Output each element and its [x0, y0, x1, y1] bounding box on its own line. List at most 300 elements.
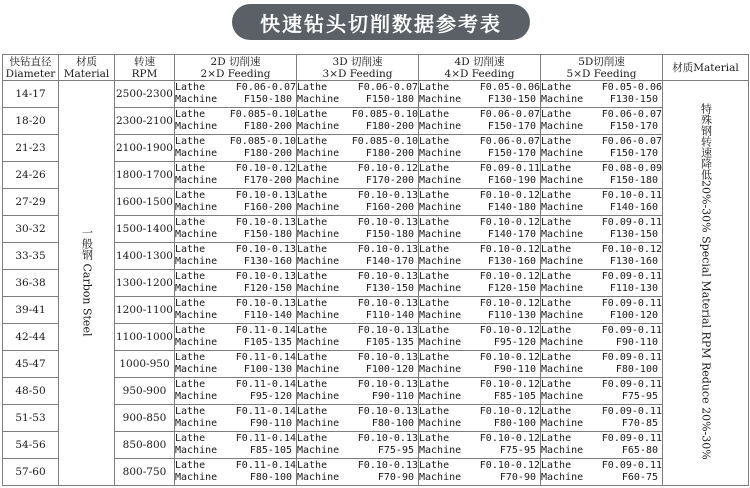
lathe-feed-value: F0.09-0.11 — [601, 270, 662, 282]
lathe-feed-value: F0.085-0.10 — [351, 108, 418, 120]
machine-feed-value: F70-90 — [499, 472, 536, 483]
feed-cell — [419, 324, 541, 351]
lathe-feed-value: F0.10-0.12 — [357, 162, 418, 174]
lathe-feed-value: F0.11-0.14 — [235, 351, 296, 363]
lathe-label: Lathe — [175, 324, 206, 336]
lathe-feed-value: F0.06-0.07 — [601, 108, 662, 120]
machine-feed-value: F160-200 — [365, 202, 414, 213]
lathe-label: Lathe — [541, 81, 572, 93]
lathe-label: Lathe — [541, 162, 572, 174]
machine-label: Machine — [541, 256, 584, 267]
machine-label: Machine — [297, 229, 340, 240]
lathe-feed-value: F0.11-0.14 — [235, 378, 296, 390]
diameter-cell: 27-29 — [3, 189, 59, 216]
lathe-label: Lathe — [419, 243, 450, 255]
machine-feed-value: F160-200 — [243, 202, 292, 213]
header-feed-3d: 3D 切削速 3×D Feeding — [297, 55, 419, 81]
material-cell — [59, 81, 115, 486]
lathe-feed-value: F0.10-0.13 — [357, 432, 418, 444]
material-label: 一般钢 Carbon Steel — [80, 226, 94, 337]
feed-cell — [541, 270, 663, 297]
lathe-label: Lathe — [297, 108, 328, 120]
lathe-feed-value: F0.06-0.07 — [357, 81, 418, 93]
machine-label: Machine — [419, 337, 462, 348]
feed-cell — [175, 324, 297, 351]
lathe-label: Lathe — [175, 405, 206, 417]
machine-feed-value: F75-95 — [621, 391, 658, 402]
machine-label: Machine — [541, 121, 584, 132]
lathe-feed-value: F0.10-0.13 — [235, 270, 296, 282]
machine-feed-value: F130-160 — [243, 256, 292, 267]
machine-feed-value: F150-170 — [609, 121, 658, 132]
feed-cell — [541, 81, 663, 108]
machine-feed-value: F140-180 — [487, 202, 536, 213]
lathe-feed-value: F0.10-0.12 — [479, 324, 540, 336]
lathe-label: Lathe — [541, 135, 572, 147]
machine-label: Machine — [175, 310, 218, 321]
machine-label: Machine — [297, 202, 340, 213]
machine-feed-value: F130-160 — [487, 256, 536, 267]
table-row — [3, 108, 749, 135]
lathe-feed-value: F0.085-0.10 — [351, 135, 418, 147]
lathe-label: Lathe — [419, 297, 450, 309]
lathe-label: Lathe — [297, 216, 328, 228]
table-row — [3, 297, 749, 324]
rpm-cell: 1500-1400 — [115, 216, 175, 243]
machine-label: Machine — [541, 148, 584, 159]
table-row — [3, 405, 749, 432]
lathe-feed-value: F0.11-0.14 — [235, 459, 296, 471]
header-feed-2d: 2D 切削速 2×D Feeding — [175, 55, 297, 81]
machine-label: Machine — [541, 310, 584, 321]
machine-feed-value: F150-180 — [365, 94, 414, 105]
machine-feed-value: F90-110 — [371, 391, 414, 402]
rpm-cell: 2100-1900 — [115, 135, 175, 162]
diameter-cell: 51-53 — [3, 405, 59, 432]
diameter-cell: 30-32 — [3, 216, 59, 243]
rpm-cell: 1300-1200 — [115, 270, 175, 297]
machine-label: Machine — [541, 94, 584, 105]
machine-feed-value: F110-130 — [609, 283, 658, 294]
machine-feed-value: F80-100 — [371, 418, 414, 429]
lathe-label: Lathe — [175, 108, 206, 120]
machine-label: Machine — [297, 364, 340, 375]
lathe-feed-value: F0.10-0.13 — [357, 297, 418, 309]
header-material: 材质 Material — [59, 55, 115, 81]
machine-label: Machine — [541, 418, 584, 429]
lathe-feed-value: F0.09-0.11 — [479, 162, 540, 174]
machine-label: Machine — [541, 472, 584, 483]
feed-cell — [175, 432, 297, 459]
feed-cell — [175, 162, 297, 189]
machine-feed-value: F75-95 — [499, 445, 536, 456]
machine-feed-value: F130-150 — [609, 229, 658, 240]
header-feed-5d: 5D切削速 5×D Feeding — [541, 55, 663, 81]
machine-label: Machine — [297, 256, 340, 267]
lathe-feed-value: F0.10-0.13 — [357, 459, 418, 471]
machine-feed-value: F140-170 — [487, 229, 536, 240]
machine-label: Machine — [175, 256, 218, 267]
lathe-label: Lathe — [297, 324, 328, 336]
rpm-cell: 1400-1300 — [115, 243, 175, 270]
machine-label: Machine — [297, 418, 340, 429]
machine-feed-value: F95-120 — [493, 337, 536, 348]
table-row — [3, 135, 749, 162]
special-material-note-cell — [663, 81, 749, 486]
machine-label: Machine — [297, 283, 340, 294]
machine-label: Machine — [175, 418, 218, 429]
machine-label: Machine — [419, 121, 462, 132]
lathe-feed-value: F0.10-0.12 — [479, 432, 540, 444]
lathe-label: Lathe — [541, 351, 572, 363]
lathe-feed-value: F0.11-0.14 — [235, 405, 296, 417]
feed-cell — [175, 108, 297, 135]
table-body — [3, 81, 749, 486]
feed-cell — [541, 243, 663, 270]
feed-cell — [297, 297, 419, 324]
machine-label: Machine — [297, 94, 340, 105]
lathe-feed-value: F0.05-0.06 — [601, 81, 662, 93]
cutting-data-table — [2, 54, 749, 486]
lathe-label: Lathe — [297, 405, 328, 417]
feed-cell — [175, 243, 297, 270]
lathe-label: Lathe — [175, 189, 206, 201]
lathe-label: Lathe — [419, 324, 450, 336]
machine-label: Machine — [175, 472, 218, 483]
lathe-label: Lathe — [297, 459, 328, 471]
lathe-label: Lathe — [419, 432, 450, 444]
lathe-label: Lathe — [419, 270, 450, 282]
lathe-feed-value: F0.06-0.07 — [601, 135, 662, 147]
machine-label: Machine — [297, 148, 340, 159]
feed-cell — [175, 189, 297, 216]
feed-cell — [419, 189, 541, 216]
lathe-feed-value: F0.10-0.13 — [357, 405, 418, 417]
table-row — [3, 243, 749, 270]
machine-feed-value: F75-95 — [377, 445, 414, 456]
lathe-label: Lathe — [419, 189, 450, 201]
machine-label: Machine — [541, 445, 584, 456]
machine-feed-value: F180-200 — [243, 121, 292, 132]
lathe-feed-value: F0.10-0.12 — [479, 459, 540, 471]
lathe-label: Lathe — [419, 378, 450, 390]
machine-label: Machine — [175, 121, 218, 132]
machine-feed-value: F60-75 — [621, 472, 658, 483]
feed-cell — [297, 270, 419, 297]
diameter-cell: 33-35 — [3, 243, 59, 270]
lathe-label: Lathe — [297, 270, 328, 282]
machine-feed-value: F85-105 — [249, 445, 292, 456]
diameter-cell: 36-38 — [3, 270, 59, 297]
diameter-cell: 21-23 — [3, 135, 59, 162]
lathe-feed-value: F0.10-0.13 — [235, 243, 296, 255]
machine-label: Machine — [297, 121, 340, 132]
lathe-label: Lathe — [175, 297, 206, 309]
machine-label: Machine — [297, 310, 340, 321]
feed-cell — [541, 351, 663, 378]
lathe-label: Lathe — [419, 135, 450, 147]
machine-label: Machine — [175, 364, 218, 375]
diameter-cell: 39-41 — [3, 297, 59, 324]
feed-cell — [419, 270, 541, 297]
rpm-cell: 1100-1000 — [115, 324, 175, 351]
rpm-cell: 2300-2100 — [115, 108, 175, 135]
lathe-label: Lathe — [175, 81, 206, 93]
lathe-feed-value: F0.09-0.11 — [601, 459, 662, 471]
machine-feed-value: F150-180 — [243, 94, 292, 105]
lathe-feed-value: F0.09-0.11 — [601, 432, 662, 444]
machine-label: Machine — [297, 337, 340, 348]
feed-cell — [297, 189, 419, 216]
feed-cell — [297, 351, 419, 378]
lathe-label: Lathe — [541, 378, 572, 390]
feed-cell — [541, 378, 663, 405]
machine-label: Machine — [297, 175, 340, 186]
feed-cell — [419, 135, 541, 162]
machine-label: Machine — [175, 391, 218, 402]
lathe-feed-value: F0.09-0.11 — [601, 216, 662, 228]
feed-cell — [175, 297, 297, 324]
lathe-label: Lathe — [175, 378, 206, 390]
machine-feed-value: F150-170 — [487, 121, 536, 132]
machine-feed-value: F70-85 — [621, 418, 658, 429]
rpm-cell: 850-800 — [115, 432, 175, 459]
feed-cell — [297, 216, 419, 243]
rpm-cell: 1000-950 — [115, 351, 175, 378]
table-row — [3, 378, 749, 405]
machine-label: Machine — [175, 337, 218, 348]
feed-cell — [419, 81, 541, 108]
header-note-material: 材质Material — [663, 55, 749, 81]
title-bar — [0, 0, 750, 48]
machine-label: Machine — [419, 364, 462, 375]
machine-label: Machine — [541, 229, 584, 240]
machine-feed-value: F150-180 — [609, 175, 658, 186]
machine-label: Machine — [175, 94, 218, 105]
machine-label: Machine — [175, 175, 218, 186]
machine-feed-value: F85-105 — [493, 391, 536, 402]
lathe-label: Lathe — [541, 108, 572, 120]
lathe-feed-value: F0.11-0.14 — [235, 432, 296, 444]
feed-cell — [419, 297, 541, 324]
diameter-cell: 42-44 — [3, 324, 59, 351]
feed-cell — [297, 108, 419, 135]
machine-feed-value: F100-120 — [609, 310, 658, 321]
diameter-cell: 48-50 — [3, 378, 59, 405]
lathe-feed-value: F0.10-0.11 — [601, 189, 662, 201]
machine-feed-value: F110-140 — [365, 310, 414, 321]
machine-label: Machine — [175, 229, 218, 240]
lathe-label: Lathe — [419, 351, 450, 363]
diameter-cell: 14-17 — [3, 81, 59, 108]
machine-label: Machine — [175, 202, 218, 213]
machine-feed-value: F180-200 — [243, 148, 292, 159]
lathe-feed-value: F0.10-0.13 — [357, 216, 418, 228]
machine-label: Machine — [297, 472, 340, 483]
machine-feed-value: F80-100 — [493, 418, 536, 429]
lathe-feed-value: F0.10-0.12 — [479, 216, 540, 228]
machine-feed-value: F180-200 — [365, 148, 414, 159]
lathe-label: Lathe — [175, 243, 206, 255]
rpm-cell: 2500-2300 — [115, 81, 175, 108]
lathe-feed-value: F0.10-0.12 — [601, 243, 662, 255]
lathe-label: Lathe — [297, 135, 328, 147]
machine-feed-value: F70-90 — [377, 472, 414, 483]
lathe-feed-value: F0.05-0.06 — [479, 81, 540, 93]
machine-label: Machine — [175, 283, 218, 294]
table-row — [3, 270, 749, 297]
table-row — [3, 351, 749, 378]
machine-label: Machine — [541, 283, 584, 294]
feed-cell — [419, 432, 541, 459]
feed-cell — [419, 108, 541, 135]
lathe-label: Lathe — [297, 432, 328, 444]
special-material-note: 特殊钢转速降低20%-30% Special Material RPM Reduce 20%-30% — [699, 103, 713, 460]
machine-label: Machine — [541, 175, 584, 186]
feed-cell — [541, 216, 663, 243]
lathe-label: Lathe — [297, 351, 328, 363]
lathe-label: Lathe — [541, 432, 572, 444]
lathe-feed-value: F0.09-0.11 — [601, 324, 662, 336]
machine-feed-value: F130-150 — [365, 283, 414, 294]
lathe-label: Lathe — [419, 459, 450, 471]
feed-cell — [541, 189, 663, 216]
diameter-cell: 57-60 — [3, 459, 59, 486]
feed-cell — [541, 432, 663, 459]
diameter-cell: 24-26 — [3, 162, 59, 189]
lathe-label: Lathe — [297, 81, 328, 93]
feed-cell — [419, 162, 541, 189]
diameter-cell: 18-20 — [3, 108, 59, 135]
table-row — [3, 162, 749, 189]
machine-label: Machine — [419, 310, 462, 321]
lathe-label: Lathe — [419, 108, 450, 120]
lathe-feed-value: F0.10-0.12 — [479, 405, 540, 417]
machine-feed-value: F90-110 — [493, 364, 536, 375]
machine-feed-value: F120-150 — [487, 283, 536, 294]
lathe-feed-value: F0.11-0.14 — [235, 324, 296, 336]
lathe-feed-value: F0.085-0.10 — [229, 135, 296, 147]
feed-cell — [175, 405, 297, 432]
diameter-cell: 45-47 — [3, 351, 59, 378]
feed-cell — [541, 162, 663, 189]
feed-cell — [297, 81, 419, 108]
machine-feed-value: F100-120 — [365, 364, 414, 375]
machine-label: Machine — [419, 283, 462, 294]
machine-feed-value: F150-180 — [243, 229, 292, 240]
table-row — [3, 432, 749, 459]
machine-label: Machine — [419, 391, 462, 402]
header-diameter: 快钻直径 Diameter — [3, 55, 59, 81]
machine-label: Machine — [419, 445, 462, 456]
machine-feed-value: F65-80 — [621, 445, 658, 456]
machine-label: Machine — [541, 202, 584, 213]
feed-cell — [419, 405, 541, 432]
machine-feed-value: F160-190 — [487, 175, 536, 186]
lathe-feed-value: F0.09-0.11 — [601, 297, 662, 309]
feed-cell — [419, 243, 541, 270]
lathe-feed-value: F0.09-0.11 — [601, 405, 662, 417]
machine-feed-value: F150-170 — [487, 148, 536, 159]
rpm-cell: 800-750 — [115, 459, 175, 486]
machine-feed-value: F140-170 — [365, 256, 414, 267]
table-row — [3, 189, 749, 216]
table-row — [3, 216, 749, 243]
feed-cell — [541, 297, 663, 324]
machine-feed-value: F170-200 — [243, 175, 292, 186]
lathe-feed-value: F0.09-0.11 — [601, 378, 662, 390]
lathe-feed-value: F0.10-0.13 — [357, 351, 418, 363]
feed-cell — [297, 324, 419, 351]
feed-cell — [297, 459, 419, 486]
header-rpm: 转速 RPM — [115, 55, 175, 81]
lathe-feed-value: F0.10-0.12 — [479, 270, 540, 282]
lathe-feed-value: F0.06-0.07 — [235, 81, 296, 93]
lathe-feed-value: F0.10-0.12 — [479, 378, 540, 390]
lathe-label: Lathe — [541, 459, 572, 471]
feed-cell — [419, 216, 541, 243]
feed-cell — [297, 432, 419, 459]
feed-cell — [175, 378, 297, 405]
feed-cell — [175, 135, 297, 162]
machine-label: Machine — [419, 148, 462, 159]
feed-cell — [297, 243, 419, 270]
machine-feed-value: F180-200 — [365, 121, 414, 132]
machine-label: Machine — [419, 94, 462, 105]
feed-cell — [175, 81, 297, 108]
lathe-label: Lathe — [175, 270, 206, 282]
machine-feed-value: F90-110 — [615, 337, 658, 348]
machine-label: Machine — [297, 391, 340, 402]
feed-cell — [419, 459, 541, 486]
lathe-feed-value: F0.10-0.12 — [479, 189, 540, 201]
lathe-label: Lathe — [297, 189, 328, 201]
page-title: 快速钻头切削数据参考表 — [232, 4, 530, 40]
machine-label: Machine — [297, 445, 340, 456]
lathe-feed-value: F0.06-0.07 — [479, 135, 540, 147]
lathe-feed-value: F0.10-0.13 — [357, 243, 418, 255]
diameter-cell: 54-56 — [3, 432, 59, 459]
rpm-cell: 900-850 — [115, 405, 175, 432]
machine-label: Machine — [419, 256, 462, 267]
machine-label: Machine — [175, 445, 218, 456]
lathe-label: Lathe — [419, 405, 450, 417]
table-row — [3, 81, 749, 108]
lathe-feed-value: F0.09-0.11 — [601, 351, 662, 363]
machine-feed-value: F90-110 — [249, 418, 292, 429]
feed-cell — [541, 135, 663, 162]
lathe-feed-value: F0.10-0.12 — [235, 162, 296, 174]
machine-feed-value: F100-130 — [243, 364, 292, 375]
machine-label: Machine — [541, 364, 584, 375]
lathe-label: Lathe — [175, 135, 206, 147]
lathe-feed-value: F0.085-0.10 — [229, 108, 296, 120]
machine-feed-value: F150-170 — [609, 148, 658, 159]
rpm-cell: 950-900 — [115, 378, 175, 405]
header-row — [3, 55, 749, 81]
machine-feed-value: F130-150 — [487, 94, 536, 105]
lathe-feed-value: F0.10-0.12 — [479, 243, 540, 255]
lathe-label: Lathe — [297, 378, 328, 390]
machine-feed-value: F170-200 — [365, 175, 414, 186]
machine-feed-value: F80-100 — [615, 364, 658, 375]
feed-cell — [297, 378, 419, 405]
lathe-feed-value: F0.10-0.13 — [357, 324, 418, 336]
lathe-feed-value: F0.10-0.12 — [479, 351, 540, 363]
lathe-label: Lathe — [297, 297, 328, 309]
lathe-label: Lathe — [419, 162, 450, 174]
lathe-label: Lathe — [175, 459, 206, 471]
